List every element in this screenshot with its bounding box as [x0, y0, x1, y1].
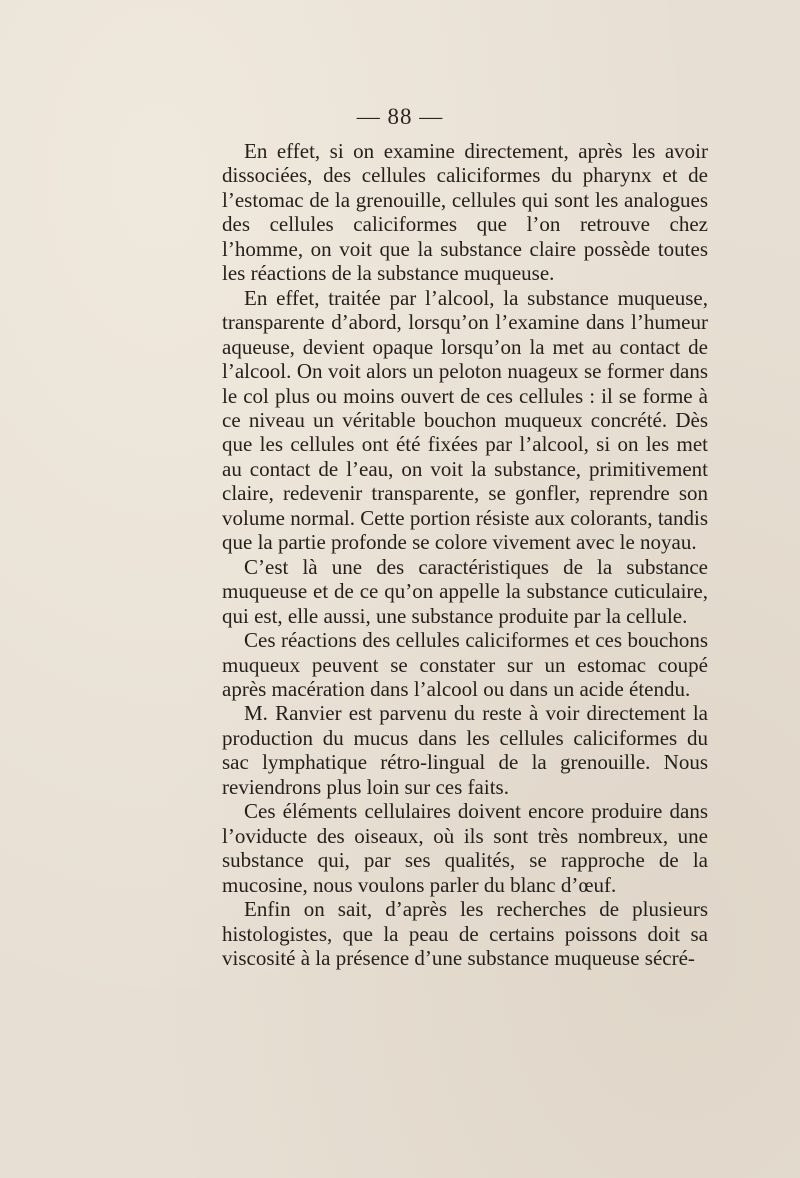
body-text [222, 139, 708, 970]
paragraph: Enfin on sait, d’après les recherches de plusieurs histologistes, que la peau de certains poissons doit sa viscosité à la présence d’une substance muqueuse sécré- [222, 897, 708, 970]
page-number: — 88 — [356, 104, 444, 129]
paragraph: M. Ranvier est parvenu du reste à voir directement la production du mucus dans les cellules caliciformes du sac lymphatique rétro-lingual de la grenouille. Nous reviendrons plus loin sur ces faits. [222, 701, 708, 799]
paragraph: Ces réactions des cellules caliciformes et ces bouchons muqueux peuvent se constater sur un estomac coupé après macération dans l’alcool ou dans un acide étendu. [222, 628, 708, 701]
paragraph: En effet, traitée par l’alcool, la substance muqueuse, transparente d’abord, lorsqu’on l’examine dans l’humeur aqueuse, devient opaque lorsqu’on la met au contact de l’alcool. On voit alors un peloton nuageux se former dans le col plus ou moins ouvert de ces cellules : il se forme à ce niveau un véritable bouchon muqueux concrété. Dès que les cellules ont été fixées par l’alcool, si on les met au contact de l’eau, on voit la substance, primitivement claire, redevenir transparente, se gonfler, reprendre son volume normal. Cette portion résiste aux colorants, tandis que la partie profonde se colore vivement avec le noyau. [222, 285, 708, 555]
paragraph: En effet, si on examine directement, après les avoir dissociées, des cellules caliciformes du pharynx et de l’estomac de la grenouille, cellules qui sont les analogues des cellules caliciformes que l’on retrouve chez l’homme, on voit que la substance claire possède toutes les réactions de la substance muqueuse. [222, 139, 708, 286]
paragraph: C’est là une des caractéristiques de la substance muqueuse et de ce qu’on appelle la substance cuticulaire, qui est, elle aussi, une substance produite par la cellule. [222, 554, 708, 628]
paragraph: Ces éléments cellulaires doivent encore produire dans l’oviducte des oiseaux, où ils sont très nombreux, une substance qui, par ses qualités, se rapproche de la mucosine, nous voulons parler du blanc d’œuf. [222, 799, 708, 897]
